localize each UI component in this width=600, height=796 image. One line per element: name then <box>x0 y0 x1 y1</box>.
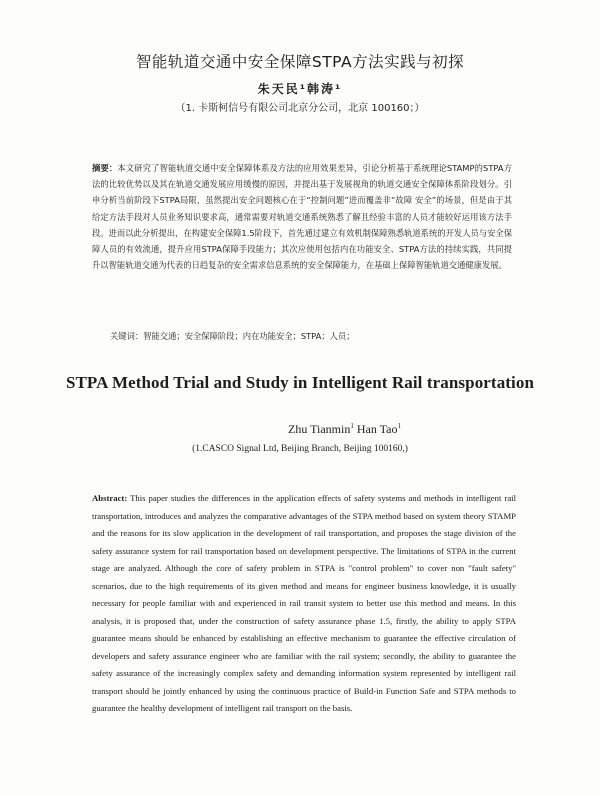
author-name-1: Zhu Tianmin <box>288 422 351 436</box>
chinese-keywords <box>110 330 355 342</box>
chinese-abstract-label: 摘要： <box>92 163 118 173</box>
chinese-authors: 朱天民¹韩涛¹ <box>257 82 343 96</box>
english-abstract-text: This paper studies the differences in the application effects of safety systems and methods in intelligent rail transportation, introduces and analyzes the comparative advantages of the STPA method based on system theory STAMP and the reasons for its slow application in the development of rail transportation, and proposes the stage division of the safety assurance system for rail transportation based on development perspective. The limitations of STPA in the current stage are analyzed. Although the core of safety problem in STPA is "control problem" to cover non "fault safety" scenarios, due to the high requirements of its given method and means for engineer business knowledge, it is usually necessary for people familiar with and experienced in rail transit system to better use this method and means. In this analysis, it is proposed that, under the construction of safety assurance phase 1.5, firstly, the ability to apply STPA guarantee means should be enhanced by establishing an effective mechanism to guarantee the effective circulation of developers and safety assurance engineer who are familiar with the rail system; secondly, the ability to guarantee the safety assurance of the increasingly complex safety and demanding information system represented by intelligent rail transport should be jointly enhanced by using the continuous practice of Build-in Function Safe and STPA methods to guarantee the healthy development of intelligent rail transport on the basis. <box>92 493 516 713</box>
chinese-affiliation: （1. 卡斯柯信号有限公司北京分公司，北京 100160；） <box>175 103 425 114</box>
chinese-abstract <box>92 160 512 273</box>
english-affiliation: (1.CASCO Signal Ltd, Beijing Branch, Beijing 100160,) <box>192 444 408 454</box>
author-name-2: Han Tao <box>356 422 398 436</box>
english-authors <box>288 422 401 437</box>
author-affil-mark-2: 1 <box>397 422 401 430</box>
english-abstract <box>92 490 516 718</box>
english-title: STPA Method Trial and Study in Intelligent Rail transportation <box>65 373 535 392</box>
chinese-keywords-text: 智能交通；安全保障阶段；内在功能安全；STPA；人员； <box>143 331 355 341</box>
english-abstract-label: Abstract: <box>92 493 128 503</box>
chinese-title: 智能轨道交通中安全保障STPA方法实践与初探 <box>135 53 465 71</box>
author-affil-mark-1: 1 <box>350 422 354 430</box>
chinese-keywords-label: 关键词： <box>110 331 144 341</box>
chinese-abstract-text: 本文研究了智能轨道交通中安全保障体系及方法的应用效果差异，引论分析基于系统理论STAMP的STPA方法的比较优势以及其在轨道交通发展应用缓慢的原因，并提出基于发展视角的轨道交通安全保障体系阶段划分。引申分析当前阶段下STPA局限，虽然提出安全问题核心在于“控制问题”进而覆盖非“故障 安全”的场景，但是由于其给定方法手段对人员业务知识要求高，通常需要对轨道交通系统熟悉了解且经验丰富的人员才能较好运用该方法手段。进而以此分析提出，在构建安全保障1.5阶段下，首先通过建立有效机制保障熟悉轨道系统的开发人员与安全保障人员的有效流通，提升应用STPA保障手段能力；其次应使用包括内在功能安全、STPA方法的持续实践，共同提升以智能轨道交通为代表的日趋复杂的安全需求信息系统的安全保障能力，在基础上保障智能轨道交通健康发展。 <box>92 163 512 271</box>
